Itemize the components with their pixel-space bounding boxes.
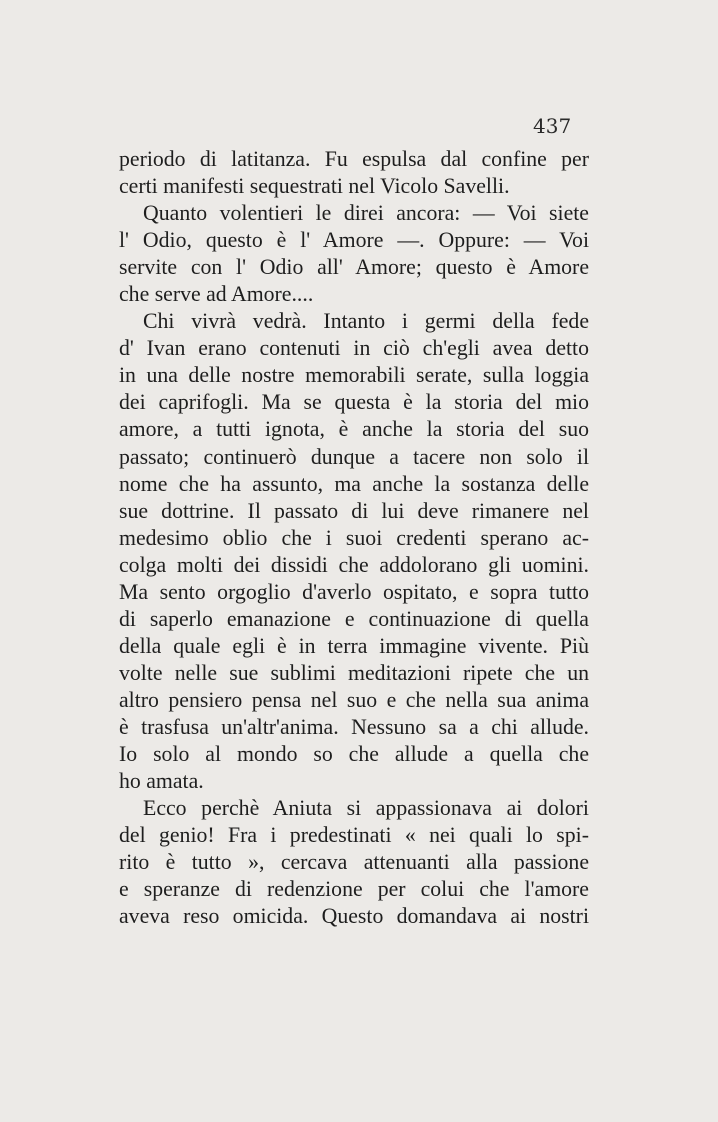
paragraph [119, 308, 589, 795]
text-line: medesimo oblio che i suoi credenti sperano ac- [119, 525, 589, 550]
text-line: altro pensiero pensa nel suo e che nella sua anima [119, 687, 589, 712]
text-line: e speranze di redenzione per colui che l'amore [119, 877, 589, 902]
paragraph [119, 146, 589, 200]
text-line: dei caprifogli. Ma se questa è la storia del mio [119, 390, 589, 415]
text-line: rito è tutto », cercava attenuanti alla passione [119, 850, 589, 875]
paragraph [119, 200, 589, 308]
text-line: colga molti dei dissidi che addolorano gli uomini. [119, 552, 589, 577]
text-line: Ecco perchè Aniuta si appassionava ai dolori [143, 796, 589, 821]
text-line: periodo di latitanza. Fu espulsa dal confine per [119, 147, 589, 171]
paragraph [119, 795, 589, 930]
text-line: della quale egli è in terra immagine vivente. Più [119, 633, 589, 658]
text-line: amore, a tutti ignota, è anche la storia del suo [119, 417, 589, 442]
text-line: servite con l' Odio all' Amore; questo è Amore [119, 255, 589, 280]
text-line: Quanto volentieri le direi ancora: — Voi siete [143, 201, 589, 226]
body-text [119, 146, 589, 930]
text-line: passato; continuerò dunque a tacere non solo il [119, 444, 589, 469]
text-line: di saperlo emanazione e continuazione di quella [119, 606, 589, 631]
text-line: sue dottrine. Il passato di lui deve rimanere nel [119, 498, 589, 523]
text-line: ho amata. [119, 769, 204, 794]
text-line: aveva reso omicida. Questo domandava ai nostri [119, 904, 589, 929]
text-line: nome che ha assunto, ma anche la sostanza delle [119, 471, 589, 496]
page-number: 437 [533, 114, 572, 138]
text-line: d' Ivan erano contenuti in ciò ch'egli avea detto [119, 336, 589, 361]
text-line: che serve ad Amore.... [119, 282, 314, 307]
text-line: l' Odio, questo è l' Amore —. Oppure: — Voi [119, 228, 589, 253]
text-line: Chi vivrà vedrà. Intanto i germi della fede [143, 309, 589, 334]
text-line: volte nelle sue sublimi meditazioni ripete che un [119, 660, 589, 685]
text-line: del genio! Fra i predestinati « nei quali lo spi- [119, 823, 589, 848]
text-line: Io solo al mondo so che allude a quella che [119, 742, 589, 767]
text-line: Ma sento orgoglio d'averlo ospitato, e sopra tutto [119, 579, 589, 604]
text-line: è trasfusa un'altr'anima. Nessuno sa a chi allude. [119, 714, 589, 739]
text-line: in una delle nostre memorabili serate, sulla loggia [119, 363, 589, 388]
text-line: certi manifesti sequestrati nel Vicolo Savelli. [119, 174, 510, 199]
